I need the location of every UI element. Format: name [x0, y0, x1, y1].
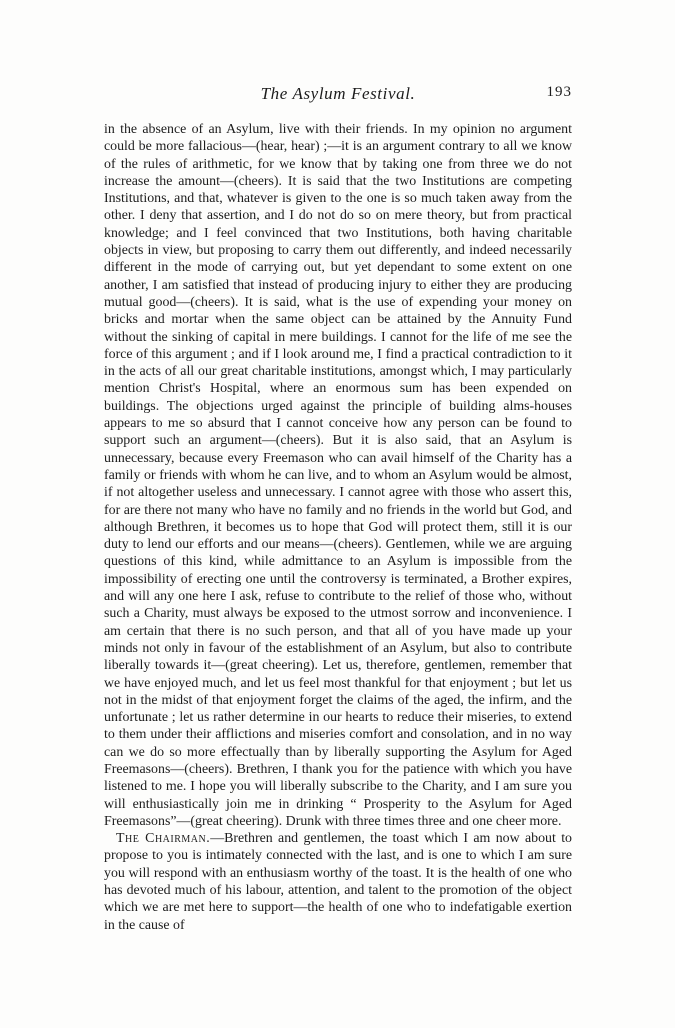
page-number: 193	[546, 84, 572, 100]
paragraph-chairman	[104, 830, 572, 934]
running-title: The Asylum Festival.	[260, 84, 416, 103]
paragraph-chairman-text: —Brethren and gentlemen, the toast which I am now about to propose to you is intimately connected with the last, and is one to which I am sure you will respond with an enthusiasm worthy of the toast. It is the health of one who has devoted much of his labour, attention, and talent to the promotion of the object which we are met here to support—the health of one who to indefatigable exertion in the cause of	[104, 831, 572, 933]
body-text	[104, 121, 572, 934]
paragraph-speech: in the absence of an Asylum, live with their friends. In my opinion no argument could be more fallacious—(hear, hear) ;—it is an argument contrary to all we know of the rules of arithmetic, for we know that by taking one from three we do not increase the amount—(cheers). It is said that the two Institutions are competing Institutions, and that, whatever is given to the one is so much taken away from the other. I deny that assertion, and I do not do so on mere theory, but from practical knowledge; and I feel convinced that two Institutions, both having charitable objects in view, but proposing to carry them out differently, and indeed necessarily different in the mode of carrying out, but yet dependant to some extent on one another, I am satisfied that instead of producing injury to either they are producing mutual good—(cheers). It is said, what is the use of expending your money on bricks and mortar when the same object can be attained by the Annuity Fund without the sinking of capital in mere buildings. I cannot for the life of me see the force of this argument ; and if I look around me, I find a practical contradiction to it in the acts of all our great charitable institutions, amongst which, I may particularly mention Christ's Hospital, where an enormous sum has been expended on buildings. The objections urged against the principle of building alms-houses appears to me so absurd that I cannot conceive how any person can be found to support such an argument—(cheers). But it is also said, that an Asylum is unnecessary, because every Freemason who can avail himself of the Charity has a family or friends with whom he can live, and to whom an Asylum would be almost, if not altogether useless and unnecessary. I cannot agree with those who assert this, for are there not many who have no family and no friends in the world but God, and although Brethren, it becomes us to hope that God will protect them, still it is our duty to lend our efforts and our means—(cheers). Gentlemen, while we are arguing questions of this kind, while admittance to an Asylum is impossible from the impossibility of erecting one until the controversy is terminated, a Brother expires, and will any one here I ask, refuse to contribute to the relief of those who, without such a Charity, must always be exposed to the utmost sorrow and inconvenience. I am certain that there is no such person, and that all of you have made up your minds not only in favour of the establishment of an Asylum, but also to contribute liberally towards it—(great cheering). Let us, therefore, gentlemen, remember that we have enjoyed much, and let us feel most thankful for that enjoyment ; but let us not in the midst of that enjoyment forget the claims of the aged, the infirm, and the unfortunate ; let us rather determine in our hearts to reduce their miseries, to extend to them under their afflictions and miseries comfort and consolation, and in no way can we do so more effectually than by liberally supporting the Asylum for Aged Freemasons—(cheers). Brethren, I thank you for the patience with which you have listened to me. I hope you will liberally subscribe to the Charity, and I am sure you will enthusiastically join me in drinking “ Prosperity to the Asylum for Aged Freemasons”—(great cheering). Drunk with three times three and one cheer more.	[104, 122, 572, 829]
speaker-name: The Chairman.	[116, 831, 211, 847]
running-head	[104, 84, 572, 106]
